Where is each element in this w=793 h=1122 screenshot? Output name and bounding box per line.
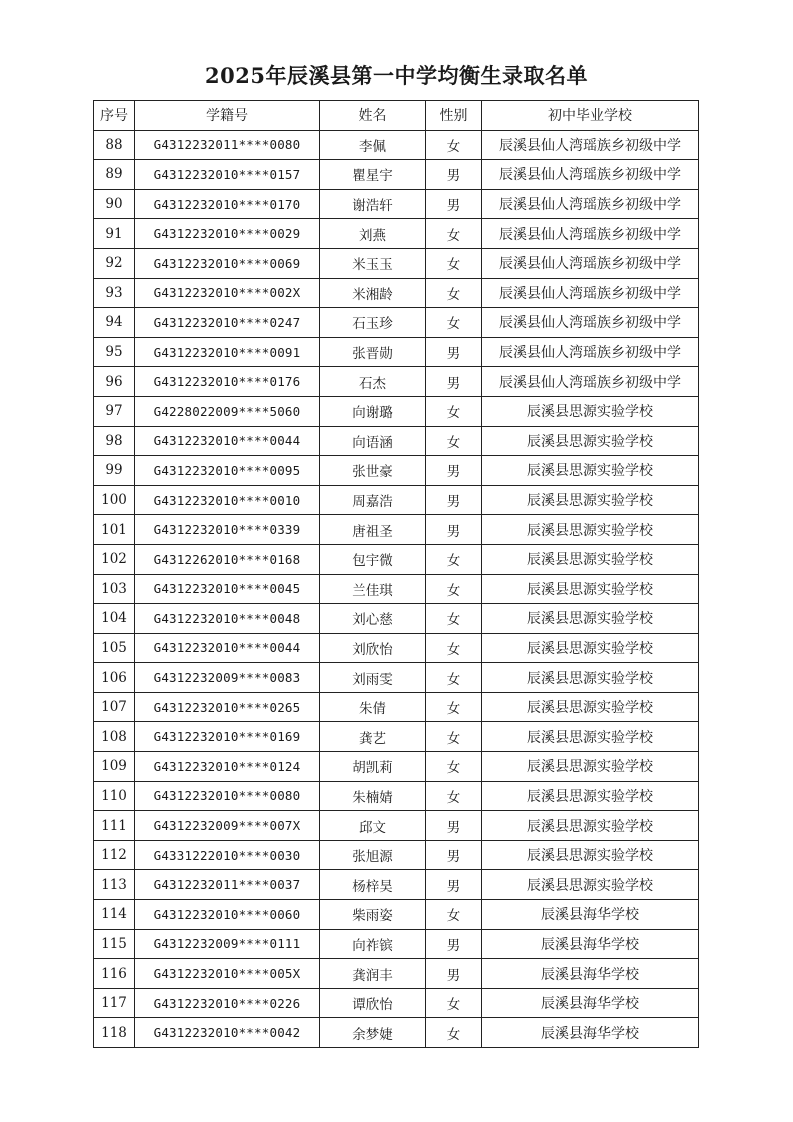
graduation-school: 辰溪县仙人湾瑶族乡初级中学 xyxy=(482,189,699,219)
student-id: G4312262010****0168 xyxy=(135,544,320,574)
student-name: 唐祖圣 xyxy=(320,515,426,545)
student-gender: 女 xyxy=(426,604,482,634)
row-number: 109 xyxy=(94,752,135,782)
student-name: 刘欣怡 xyxy=(320,633,426,663)
student-gender: 男 xyxy=(426,189,482,219)
row-number: 107 xyxy=(94,692,135,722)
table-header-row xyxy=(94,101,699,131)
row-number: 115 xyxy=(94,929,135,959)
student-id: G4312232011****0080 xyxy=(135,130,320,160)
student-id: G4312232009****0111 xyxy=(135,929,320,959)
student-name: 龚润丰 xyxy=(320,959,426,989)
table-row xyxy=(94,722,699,752)
row-number: 104 xyxy=(94,604,135,634)
student-name: 朱倩 xyxy=(320,692,426,722)
graduation-school: 辰溪县思源实验学校 xyxy=(482,515,699,545)
student-gender: 女 xyxy=(426,278,482,308)
student-name: 米湘龄 xyxy=(320,278,426,308)
student-id: G4312232010****0029 xyxy=(135,219,320,249)
student-gender: 女 xyxy=(426,544,482,574)
row-number: 103 xyxy=(94,574,135,604)
header-gender: 性别 xyxy=(426,101,482,131)
graduation-school: 辰溪县海华学校 xyxy=(482,988,699,1018)
student-id: G4312232010****0169 xyxy=(135,722,320,752)
table-row xyxy=(94,870,699,900)
student-id: G4312232010****0060 xyxy=(135,900,320,930)
row-number: 91 xyxy=(94,219,135,249)
graduation-school: 辰溪县仙人湾瑶族乡初级中学 xyxy=(482,367,699,397)
graduation-school: 辰溪县思源实验学校 xyxy=(482,663,699,693)
student-name: 张旭源 xyxy=(320,840,426,870)
graduation-school: 辰溪县海华学校 xyxy=(482,959,699,989)
student-id: G4312232010****0045 xyxy=(135,574,320,604)
student-gender: 女 xyxy=(426,692,482,722)
row-number: 105 xyxy=(94,633,135,663)
student-gender: 男 xyxy=(426,929,482,959)
student-gender: 女 xyxy=(426,781,482,811)
table-row xyxy=(94,515,699,545)
student-name: 谢浩轩 xyxy=(320,189,426,219)
row-number: 93 xyxy=(94,278,135,308)
student-id: G4312232010****0048 xyxy=(135,604,320,634)
student-name: 李佩 xyxy=(320,130,426,160)
table-row xyxy=(94,1018,699,1048)
student-id: G4312232010****0226 xyxy=(135,988,320,1018)
row-number: 116 xyxy=(94,959,135,989)
student-gender: 男 xyxy=(426,515,482,545)
student-gender: 女 xyxy=(426,1018,482,1048)
table-row xyxy=(94,811,699,841)
student-id: G4312232010****002X xyxy=(135,278,320,308)
student-gender: 女 xyxy=(426,900,482,930)
graduation-school: 辰溪县思源实验学校 xyxy=(482,633,699,663)
row-number: 110 xyxy=(94,781,135,811)
student-name: 向语涵 xyxy=(320,426,426,456)
graduation-school: 辰溪县仙人湾瑶族乡初级中学 xyxy=(482,219,699,249)
student-id: G4312232010****0080 xyxy=(135,781,320,811)
student-id: G4331222010****0030 xyxy=(135,840,320,870)
student-name: 石玉珍 xyxy=(320,308,426,338)
student-id: G4312232010****0095 xyxy=(135,456,320,486)
table-row xyxy=(94,692,699,722)
header-name: 姓名 xyxy=(320,101,426,131)
row-number: 118 xyxy=(94,1018,135,1048)
graduation-school: 辰溪县仙人湾瑶族乡初级中学 xyxy=(482,130,699,160)
student-gender: 女 xyxy=(426,219,482,249)
student-name: 米玉玉 xyxy=(320,248,426,278)
admission-table xyxy=(93,100,699,1048)
graduation-school: 辰溪县思源实验学校 xyxy=(482,604,699,634)
row-number: 94 xyxy=(94,308,135,338)
graduation-school: 辰溪县仙人湾瑶族乡初级中学 xyxy=(482,248,699,278)
student-id: G4312232010****0170 xyxy=(135,189,320,219)
student-id: G4312232010****0069 xyxy=(135,248,320,278)
row-number: 96 xyxy=(94,367,135,397)
student-gender: 男 xyxy=(426,337,482,367)
student-id: G4228022009****5060 xyxy=(135,396,320,426)
graduation-school: 辰溪县海华学校 xyxy=(482,900,699,930)
student-gender: 女 xyxy=(426,130,482,160)
row-number: 92 xyxy=(94,248,135,278)
table-row xyxy=(94,574,699,604)
student-id: G4312232011****0037 xyxy=(135,870,320,900)
table-row xyxy=(94,189,699,219)
table-row xyxy=(94,426,699,456)
row-number: 111 xyxy=(94,811,135,841)
graduation-school: 辰溪县思源实验学校 xyxy=(482,396,699,426)
table-row xyxy=(94,900,699,930)
table-row xyxy=(94,752,699,782)
student-gender: 女 xyxy=(426,722,482,752)
row-number: 117 xyxy=(94,988,135,1018)
student-id: G4312232010****0091 xyxy=(135,337,320,367)
graduation-school: 辰溪县仙人湾瑶族乡初级中学 xyxy=(482,337,699,367)
student-gender: 男 xyxy=(426,367,482,397)
student-gender: 女 xyxy=(426,752,482,782)
row-number: 99 xyxy=(94,456,135,486)
student-name: 瞿星宇 xyxy=(320,160,426,190)
graduation-school: 辰溪县仙人湾瑶族乡初级中学 xyxy=(482,160,699,190)
row-number: 112 xyxy=(94,840,135,870)
student-id: G4312232010****005X xyxy=(135,959,320,989)
graduation-school: 辰溪县思源实验学校 xyxy=(482,722,699,752)
student-id: G4312232010****0124 xyxy=(135,752,320,782)
graduation-school: 辰溪县仙人湾瑶族乡初级中学 xyxy=(482,278,699,308)
table-row xyxy=(94,604,699,634)
student-gender: 女 xyxy=(426,426,482,456)
graduation-school: 辰溪县仙人湾瑶族乡初级中学 xyxy=(482,308,699,338)
table-row xyxy=(94,337,699,367)
table-row xyxy=(94,278,699,308)
graduation-school: 辰溪县思源实验学校 xyxy=(482,840,699,870)
table-row xyxy=(94,308,699,338)
student-id: G4312232010****0157 xyxy=(135,160,320,190)
student-gender: 男 xyxy=(426,456,482,486)
student-id: G4312232010****0042 xyxy=(135,1018,320,1048)
row-number: 88 xyxy=(94,130,135,160)
student-gender: 女 xyxy=(426,988,482,1018)
table-row xyxy=(94,988,699,1018)
row-number: 108 xyxy=(94,722,135,752)
table-row xyxy=(94,840,699,870)
table-row xyxy=(94,367,699,397)
student-gender: 女 xyxy=(426,633,482,663)
row-number: 98 xyxy=(94,426,135,456)
table-row xyxy=(94,544,699,574)
graduation-school: 辰溪县海华学校 xyxy=(482,929,699,959)
page-title: 2025年辰溪县第一中学均衡生录取名单 xyxy=(205,63,588,88)
row-number: 113 xyxy=(94,870,135,900)
table-row xyxy=(94,248,699,278)
table-row xyxy=(94,959,699,989)
student-gender: 男 xyxy=(426,160,482,190)
header-student-id: 学籍号 xyxy=(135,101,320,131)
row-number: 90 xyxy=(94,189,135,219)
student-gender: 男 xyxy=(426,840,482,870)
student-name: 杨梓昊 xyxy=(320,870,426,900)
table-row xyxy=(94,130,699,160)
graduation-school: 辰溪县思源实验学校 xyxy=(482,781,699,811)
table-row xyxy=(94,396,699,426)
graduation-school: 辰溪县思源实验学校 xyxy=(482,692,699,722)
table-row xyxy=(94,485,699,515)
table-row xyxy=(94,160,699,190)
student-gender: 女 xyxy=(426,396,482,426)
table-row xyxy=(94,663,699,693)
row-number: 101 xyxy=(94,515,135,545)
row-number: 106 xyxy=(94,663,135,693)
header-school: 初中毕业学校 xyxy=(482,101,699,131)
student-gender: 女 xyxy=(426,248,482,278)
graduation-school: 辰溪县思源实验学校 xyxy=(482,456,699,486)
student-gender: 女 xyxy=(426,308,482,338)
student-name: 张世豪 xyxy=(320,456,426,486)
graduation-school: 辰溪县思源实验学校 xyxy=(482,811,699,841)
student-name: 周嘉浩 xyxy=(320,485,426,515)
header-no: 序号 xyxy=(94,101,135,131)
student-gender: 男 xyxy=(426,811,482,841)
student-gender: 女 xyxy=(426,663,482,693)
graduation-school: 辰溪县思源实验学校 xyxy=(482,752,699,782)
student-id: G4312232010****0176 xyxy=(135,367,320,397)
student-name: 张晋勋 xyxy=(320,337,426,367)
student-name: 刘燕 xyxy=(320,219,426,249)
student-name: 向祚镔 xyxy=(320,929,426,959)
table-row xyxy=(94,929,699,959)
student-id: G4312232010****0010 xyxy=(135,485,320,515)
student-name: 兰佳琪 xyxy=(320,574,426,604)
student-name: 胡凯莉 xyxy=(320,752,426,782)
row-number: 100 xyxy=(94,485,135,515)
student-id: G4312232010****0339 xyxy=(135,515,320,545)
student-name: 石杰 xyxy=(320,367,426,397)
student-name: 向谢璐 xyxy=(320,396,426,426)
table-body xyxy=(94,130,699,1047)
table-row xyxy=(94,219,699,249)
graduation-school: 辰溪县思源实验学校 xyxy=(482,544,699,574)
row-number: 102 xyxy=(94,544,135,574)
student-id: G4312232010****0247 xyxy=(135,308,320,338)
student-name: 余梦婕 xyxy=(320,1018,426,1048)
student-gender: 男 xyxy=(426,959,482,989)
row-number: 114 xyxy=(94,900,135,930)
table-row xyxy=(94,633,699,663)
graduation-school: 辰溪县海华学校 xyxy=(482,1018,699,1048)
row-number: 97 xyxy=(94,396,135,426)
student-name: 龚艺 xyxy=(320,722,426,752)
graduation-school: 辰溪县思源实验学校 xyxy=(482,426,699,456)
student-id: G4312232009****0083 xyxy=(135,663,320,693)
student-id: G4312232010****0044 xyxy=(135,633,320,663)
student-name: 谭欣怡 xyxy=(320,988,426,1018)
student-id: G4312232010****0044 xyxy=(135,426,320,456)
student-name: 朱楠婧 xyxy=(320,781,426,811)
student-gender: 男 xyxy=(426,485,482,515)
student-id: G4312232009****007X xyxy=(135,811,320,841)
student-name: 包宇微 xyxy=(320,544,426,574)
graduation-school: 辰溪县思源实验学校 xyxy=(482,870,699,900)
graduation-school: 辰溪县思源实验学校 xyxy=(482,574,699,604)
student-id: G4312232010****0265 xyxy=(135,692,320,722)
row-number: 89 xyxy=(94,160,135,190)
student-name: 邱文 xyxy=(320,811,426,841)
student-name: 柴雨姿 xyxy=(320,900,426,930)
row-number: 95 xyxy=(94,337,135,367)
student-gender: 男 xyxy=(426,870,482,900)
student-name: 刘心慈 xyxy=(320,604,426,634)
student-name: 刘雨雯 xyxy=(320,663,426,693)
table-row xyxy=(94,781,699,811)
student-gender: 女 xyxy=(426,574,482,604)
graduation-school: 辰溪县思源实验学校 xyxy=(482,485,699,515)
table-row xyxy=(94,456,699,486)
